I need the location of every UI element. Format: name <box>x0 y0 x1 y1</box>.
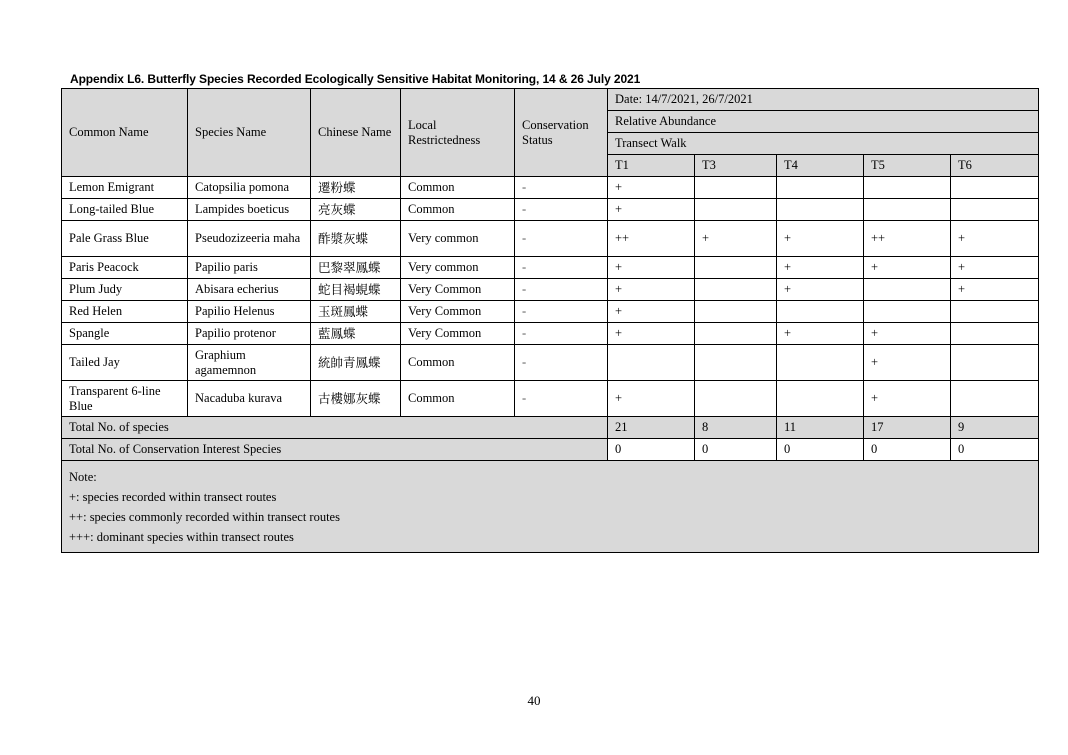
abundance-cell: + <box>608 257 695 279</box>
table-row <box>62 279 1039 301</box>
abundance-cell <box>951 301 1039 323</box>
header-common-name: Common Name <box>62 89 188 177</box>
abundance-cell: + <box>777 279 864 301</box>
common-name-cell: Tailed Jay <box>62 345 188 381</box>
local-restrictedness-cell: Common <box>401 199 515 221</box>
abundance-cell <box>695 257 777 279</box>
abundance-cell <box>695 345 777 381</box>
local-restrictedness-cell: Very common <box>401 257 515 279</box>
table-row <box>62 221 1039 257</box>
abundance-cell <box>951 323 1039 345</box>
abundance-cell <box>951 345 1039 381</box>
common-name-cell: Lemon Emigrant <box>62 177 188 199</box>
common-name-cell: Paris Peacock <box>62 257 188 279</box>
abundance-cell: ++ <box>864 221 951 257</box>
abundance-cell: + <box>777 257 864 279</box>
common-name-cell: Long-tailed Blue <box>62 199 188 221</box>
header-species-name: Species Name <box>188 89 311 177</box>
conservation-status-cell: - <box>515 301 608 323</box>
local-restrictedness-cell: Common <box>401 381 515 417</box>
table-row <box>62 381 1039 417</box>
species-name-cell: Lampides boeticus <box>188 199 311 221</box>
abundance-cell <box>695 301 777 323</box>
abundance-cell <box>951 199 1039 221</box>
chinese-name-cell: 藍鳳蝶 <box>311 323 401 345</box>
total-species-value: 17 <box>864 417 951 439</box>
abundance-cell <box>864 199 951 221</box>
common-name-cell: Transparent 6-line Blue <box>62 381 188 417</box>
abundance-cell: + <box>951 221 1039 257</box>
abundance-cell: + <box>777 323 864 345</box>
chinese-name-cell: 亮灰蝶 <box>311 199 401 221</box>
abundance-cell: + <box>777 221 864 257</box>
chinese-name-cell: 巴黎翠鳳蝶 <box>311 257 401 279</box>
abundance-cell: + <box>695 221 777 257</box>
table-row <box>62 257 1039 279</box>
local-restrictedness-cell: Very Common <box>401 323 515 345</box>
conservation-status-cell: - <box>515 279 608 301</box>
common-name-cell: Red Helen <box>62 301 188 323</box>
header-transect: T3 <box>695 155 777 177</box>
header-chinese-name: Chinese Name <box>311 89 401 177</box>
total-species-value: 8 <box>695 417 777 439</box>
abundance-cell <box>695 199 777 221</box>
abundance-cell <box>864 279 951 301</box>
common-name-cell: Pale Grass Blue <box>62 221 188 257</box>
abundance-cell: + <box>864 323 951 345</box>
abundance-cell <box>695 177 777 199</box>
header-conservation-status: Conservation Status <box>515 89 608 177</box>
total-species-value: 21 <box>608 417 695 439</box>
table-row <box>62 199 1039 221</box>
abundance-cell: + <box>608 177 695 199</box>
conservation-status-cell: - <box>515 381 608 417</box>
note-line: +: species recorded within transect routes <box>69 490 277 504</box>
total-species-value: 11 <box>777 417 864 439</box>
local-restrictedness-cell: Common <box>401 177 515 199</box>
total-conservation-label: Total No. of Conservation Interest Species <box>62 439 608 461</box>
total-conservation-value: 0 <box>695 439 777 461</box>
abundance-cell: + <box>864 345 951 381</box>
local-restrictedness-cell: Very Common <box>401 301 515 323</box>
total-species-label: Total No. of species <box>62 417 608 439</box>
abundance-cell <box>695 279 777 301</box>
table-row <box>62 301 1039 323</box>
abundance-cell <box>777 177 864 199</box>
total-conservation-value: 0 <box>864 439 951 461</box>
header-local-restrictedness: Local Restrictedness <box>401 89 515 177</box>
page-title: Appendix L6. Butterfly Species Recorded Ecologically Sensitive Habitat Monitoring, 14 & 26 July 2021 <box>70 72 641 86</box>
conservation-status-cell: - <box>515 177 608 199</box>
chinese-name-cell: 古樓娜灰蝶 <box>311 381 401 417</box>
header-transect: T4 <box>777 155 864 177</box>
header-date: Date: 14/7/2021, 26/7/2021 <box>608 89 1039 111</box>
abundance-cell: + <box>951 279 1039 301</box>
abundance-cell: + <box>951 257 1039 279</box>
abundance-cell <box>864 177 951 199</box>
table-row <box>62 345 1039 381</box>
species-name-cell: Abisara echerius <box>188 279 311 301</box>
abundance-cell: + <box>608 279 695 301</box>
header-transect: T1 <box>608 155 695 177</box>
total-conservation-value: 0 <box>608 439 695 461</box>
page-number: 40 <box>527 693 541 708</box>
species-name-cell: Nacaduba kurava <box>188 381 311 417</box>
conservation-status-cell: - <box>515 199 608 221</box>
total-conservation-value: 0 <box>777 439 864 461</box>
conservation-status-cell: - <box>515 323 608 345</box>
species-name-cell: Catopsilia pomona <box>188 177 311 199</box>
note-line: ++: species commonly recorded within transect routes <box>69 510 340 524</box>
chinese-name-cell: 蛇目褐蜆蝶 <box>311 279 401 301</box>
species-name-cell: Pseudozizeeria maha <box>188 221 311 257</box>
chinese-name-cell: 統帥青鳳蝶 <box>311 345 401 381</box>
chinese-name-cell: 酢漿灰蝶 <box>311 221 401 257</box>
abundance-cell <box>777 199 864 221</box>
header-relative-abundance: Relative Abundance <box>608 111 1039 133</box>
local-restrictedness-cell: Common <box>401 345 515 381</box>
common-name-cell: Plum Judy <box>62 279 188 301</box>
abundance-cell: + <box>608 381 695 417</box>
species-name-cell: Graphium agamemnon <box>188 345 311 381</box>
header-transect: T6 <box>951 155 1039 177</box>
abundance-cell <box>777 381 864 417</box>
header-transect: T5 <box>864 155 951 177</box>
note-line: +++: dominant species within transect routes <box>69 530 294 544</box>
conservation-status-cell: - <box>515 221 608 257</box>
abundance-cell: + <box>864 257 951 279</box>
abundance-cell <box>695 381 777 417</box>
species-name-cell: Papilio protenor <box>188 323 311 345</box>
species-name-cell: Papilio paris <box>188 257 311 279</box>
table-row <box>62 177 1039 199</box>
abundance-cell: ++ <box>608 221 695 257</box>
notes-heading: Note: <box>69 470 97 484</box>
abundance-cell <box>864 301 951 323</box>
abundance-cell <box>777 345 864 381</box>
abundance-cell <box>608 345 695 381</box>
total-conservation-value: 0 <box>951 439 1039 461</box>
abundance-cell <box>695 323 777 345</box>
total-species-value: 9 <box>951 417 1039 439</box>
abundance-cell <box>777 301 864 323</box>
butterfly-species-table <box>61 88 1039 553</box>
abundance-cell: + <box>608 323 695 345</box>
notes-cell <box>62 461 1039 553</box>
table-row <box>62 323 1039 345</box>
conservation-status-cell: - <box>515 257 608 279</box>
local-restrictedness-cell: Very Common <box>401 279 515 301</box>
chinese-name-cell: 遷粉蝶 <box>311 177 401 199</box>
conservation-status-cell: - <box>515 345 608 381</box>
species-name-cell: Papilio Helenus <box>188 301 311 323</box>
abundance-cell <box>951 381 1039 417</box>
abundance-cell: + <box>608 301 695 323</box>
header-transect-walk: Transect Walk <box>608 133 1039 155</box>
chinese-name-cell: 玉斑鳳蝶 <box>311 301 401 323</box>
abundance-cell <box>951 177 1039 199</box>
common-name-cell: Spangle <box>62 323 188 345</box>
local-restrictedness-cell: Very common <box>401 221 515 257</box>
abundance-cell: + <box>608 199 695 221</box>
abundance-cell: + <box>864 381 951 417</box>
